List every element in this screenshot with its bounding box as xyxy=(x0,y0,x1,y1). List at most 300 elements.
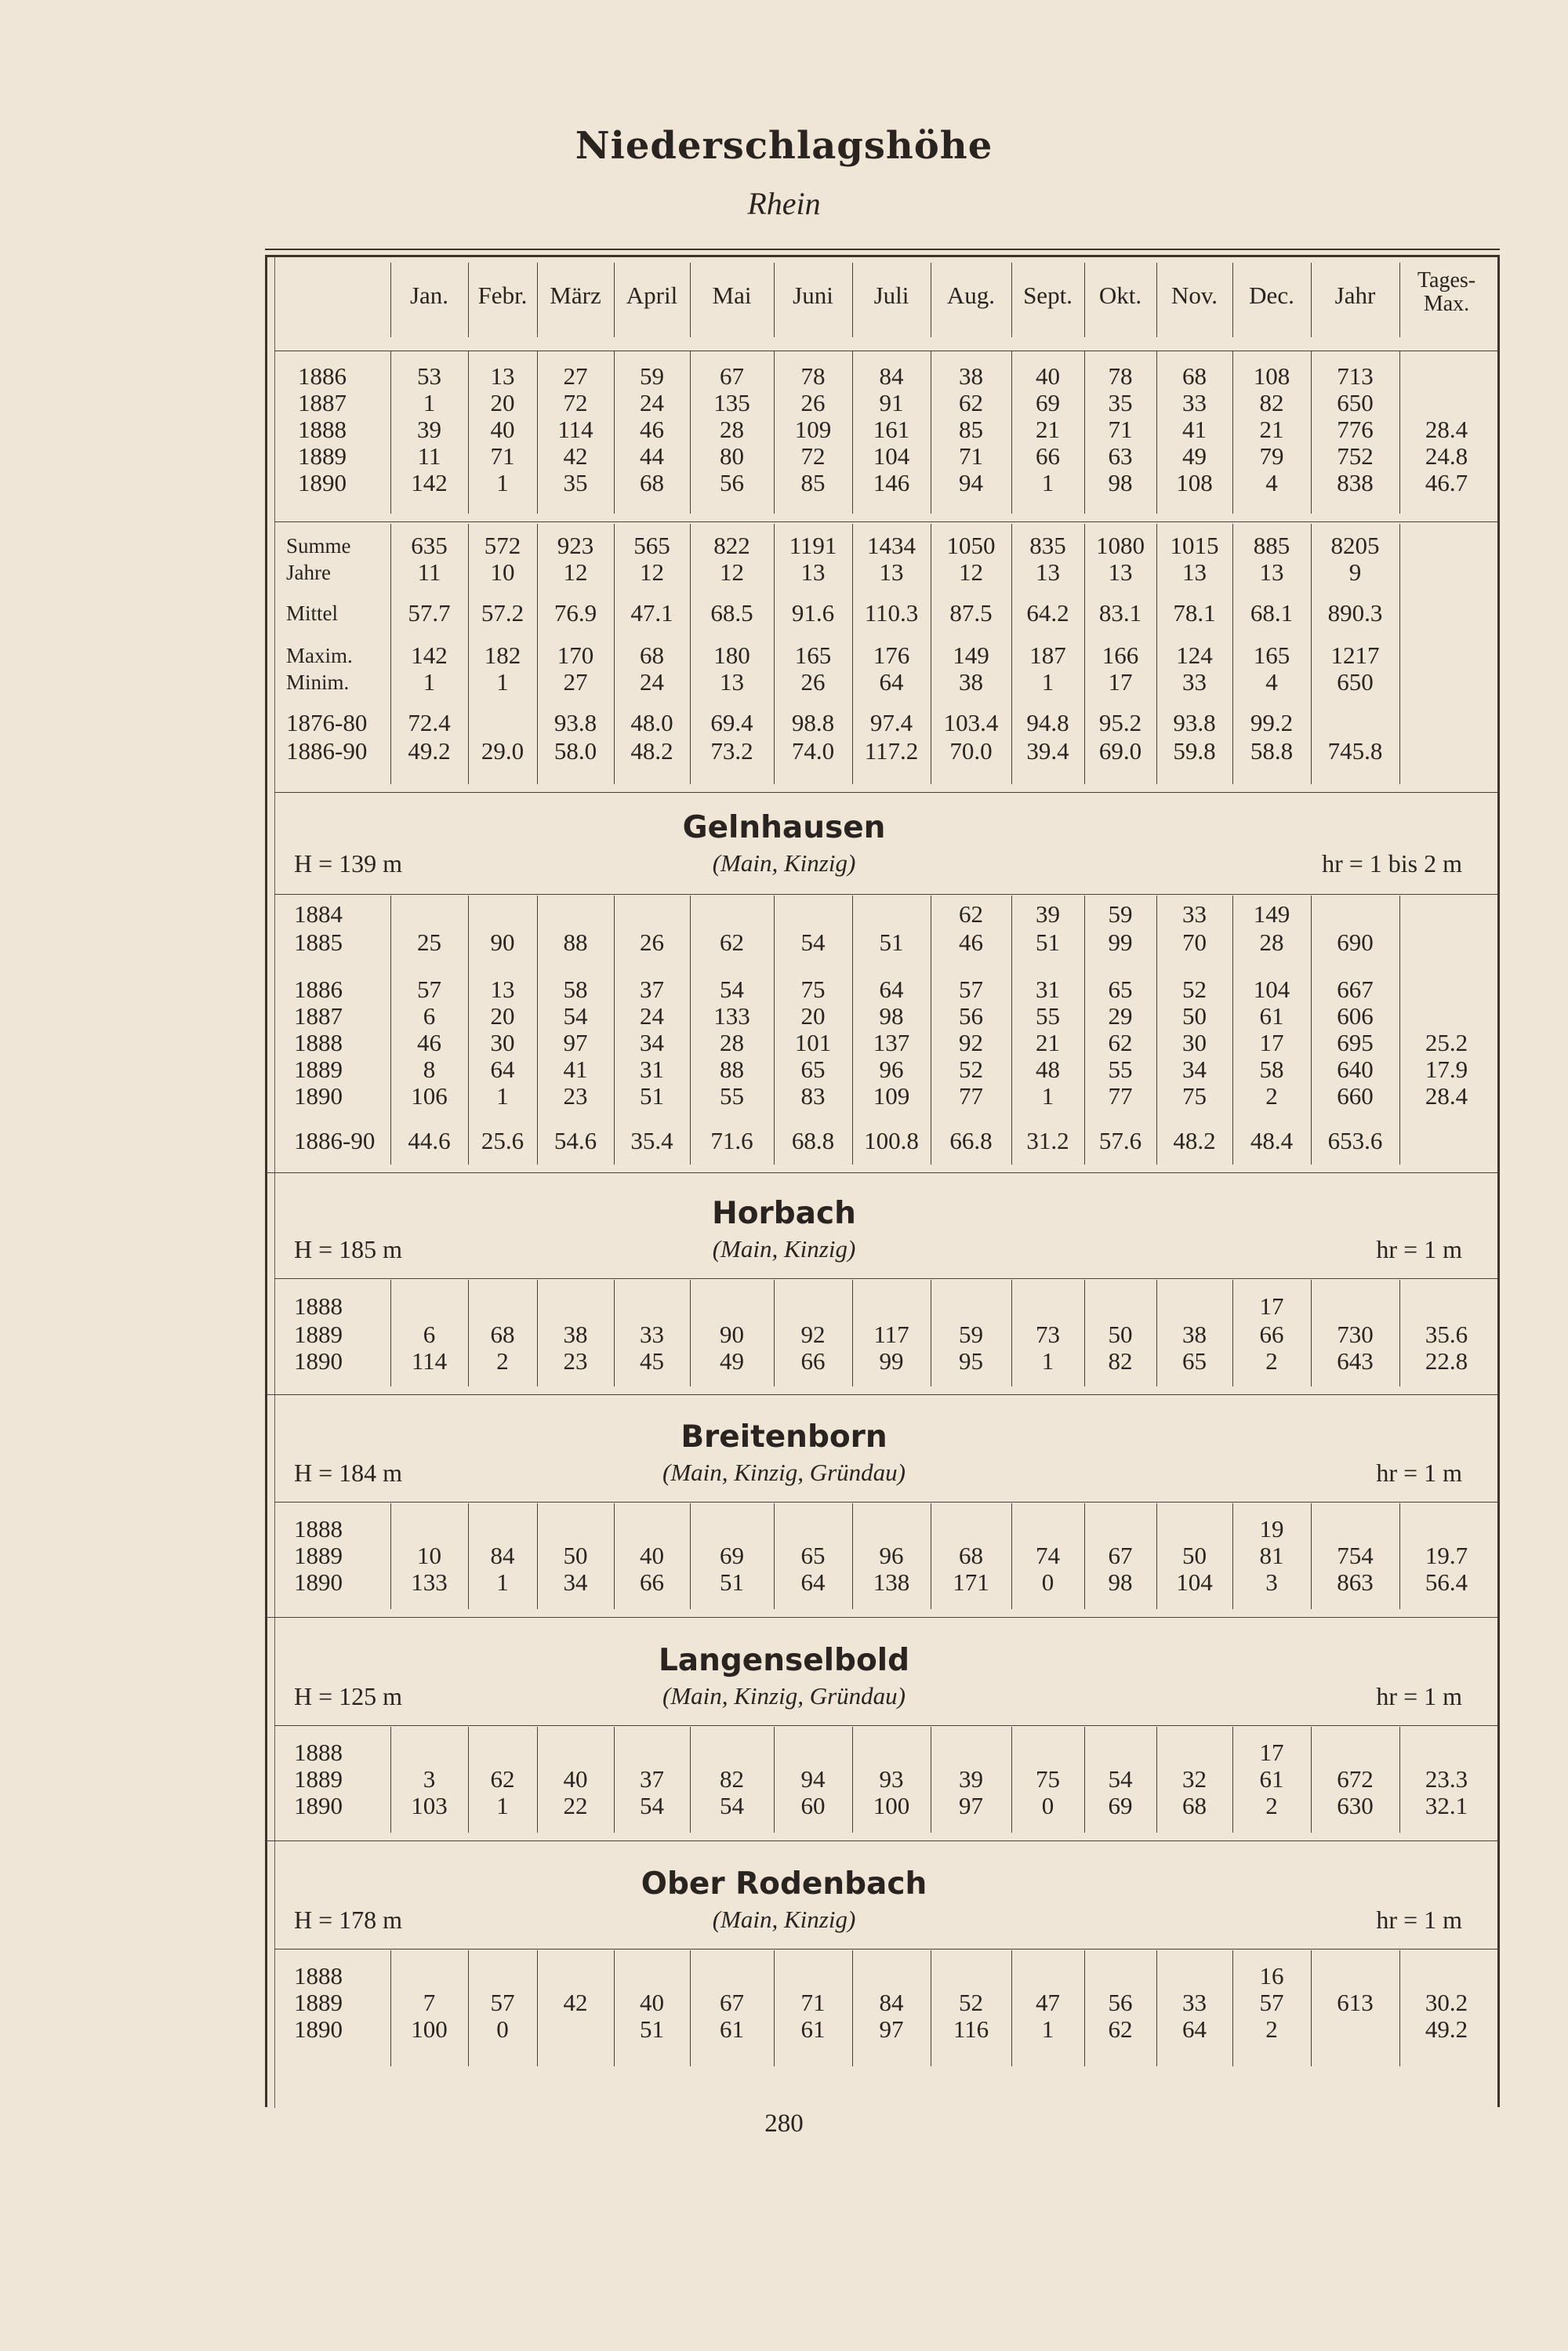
station-row-cell: 1 xyxy=(1041,2015,1054,2043)
year-row-cell: 72 xyxy=(563,389,588,416)
station-river: (Main, Kinzig) xyxy=(712,1906,856,1933)
station-row-cell: 90 xyxy=(490,928,515,956)
stat-row-cell: 78.1 xyxy=(1173,599,1216,627)
stat-row-cell: 57.2 xyxy=(481,599,524,627)
station-row-cell: 101 xyxy=(794,1029,832,1056)
column-rule xyxy=(1399,1950,1400,2066)
column-header: April xyxy=(626,282,678,309)
stat-row-cell: 890.3 xyxy=(1327,599,1383,627)
column-rule xyxy=(1156,1280,1157,1386)
year-row-cell: 91 xyxy=(879,389,904,416)
station-row-cell: 8 xyxy=(423,1056,436,1083)
column-rule xyxy=(1011,263,1012,337)
column-rule xyxy=(614,896,615,1165)
station-row-cell: 52 xyxy=(1182,976,1207,1003)
stat-row-cell: 74.0 xyxy=(791,737,835,765)
stat-row-cell: 17 xyxy=(1108,668,1133,696)
column-header: Okt. xyxy=(1098,282,1142,309)
station-row-cell: 69 xyxy=(1108,1792,1133,1819)
column-rule xyxy=(690,896,691,1165)
column-rule xyxy=(1011,351,1012,514)
column-rule xyxy=(390,351,391,514)
year-label: 1888 xyxy=(294,1962,343,1989)
year-row-cell: 41 xyxy=(1182,416,1207,443)
column-rule xyxy=(1399,351,1400,514)
year-label: 1890 xyxy=(294,1568,343,1596)
column-rule xyxy=(537,1280,538,1386)
frame-top-rule xyxy=(265,249,1500,250)
station-row-cell: 68.8 xyxy=(791,1127,835,1154)
stat-row-cell: 13 xyxy=(1108,558,1133,586)
year-row-cell: 38 xyxy=(959,362,983,390)
station-row-cell: 62 xyxy=(720,928,744,956)
station-row-cell: 57.6 xyxy=(1098,1127,1142,1154)
station-row-cell: 25.6 xyxy=(481,1127,524,1154)
station-row-cell: 31.2 xyxy=(1026,1127,1069,1154)
stat-label: Maxim. xyxy=(286,644,353,667)
station-row-cell: 82 xyxy=(720,1765,744,1793)
station-row-cell: 88 xyxy=(563,928,588,956)
column-header: Juni xyxy=(793,282,833,309)
stat-row-cell: 68.1 xyxy=(1250,599,1294,627)
section-rule xyxy=(274,1502,1497,1503)
year-label: 1886-90 xyxy=(294,1127,376,1154)
station-hr: hr = 1 m xyxy=(1376,1459,1462,1487)
station-row-cell: 17 xyxy=(1259,1292,1284,1320)
station-hr: hr = 1 bis 2 m xyxy=(1322,849,1462,878)
station-row-cell: 33 xyxy=(1182,900,1207,928)
station-row-cell: 64 xyxy=(490,1056,515,1083)
column-rule xyxy=(537,351,538,514)
station-row-cell: 84 xyxy=(490,1542,515,1569)
column-rule xyxy=(690,263,691,337)
stat-row-cell: 4 xyxy=(1265,668,1278,696)
column-rule xyxy=(614,351,615,514)
year-row-cell: 838 xyxy=(1337,469,1374,496)
column-rule xyxy=(1011,1503,1012,1609)
section-rule xyxy=(267,1840,1497,1841)
station-row-cell: 98 xyxy=(879,1002,904,1030)
column-rule xyxy=(390,263,391,337)
column-rule xyxy=(1232,1950,1233,2066)
station-row-cell: 133 xyxy=(713,1002,750,1030)
year-row-cell: 28.4 xyxy=(1425,416,1468,443)
section-rule xyxy=(274,792,1497,793)
year-label: 1888 xyxy=(294,1515,343,1543)
year-row-cell: 94 xyxy=(959,469,983,496)
stat-label: Mittel xyxy=(286,601,338,625)
station-row-cell: 50 xyxy=(1108,1321,1133,1348)
column-rule xyxy=(852,1280,853,1386)
column-rule xyxy=(468,263,469,337)
station-row-cell: 97 xyxy=(563,1029,588,1056)
station-row-cell: 61 xyxy=(1259,1765,1284,1793)
station-row-cell: 1 xyxy=(496,1082,509,1110)
station-row-cell: 51 xyxy=(640,2015,664,2043)
column-rule xyxy=(852,1727,853,1833)
station-row-cell: 61 xyxy=(800,2015,826,2043)
station-row-cell: 730 xyxy=(1337,1321,1374,1348)
year-row-cell: 71 xyxy=(490,442,515,470)
column-rule xyxy=(1156,263,1157,337)
station-row-cell: 96 xyxy=(879,1542,904,1569)
year-row-cell: 24 xyxy=(640,389,664,416)
station-row-cell: 137 xyxy=(873,1029,910,1056)
year-label: 1886 xyxy=(298,362,347,390)
station-row-cell: 54 xyxy=(800,928,826,956)
column-rule xyxy=(1156,351,1157,514)
section-rule xyxy=(267,1394,1497,1395)
page-number: 280 xyxy=(764,2109,804,2138)
station-row-cell: 97 xyxy=(959,1792,983,1819)
year-row-cell: 66 xyxy=(1036,442,1060,470)
station-row-cell: 99 xyxy=(879,1347,904,1375)
column-rule xyxy=(614,263,615,337)
station-row-cell: 2 xyxy=(496,1347,509,1375)
station-row-cell: 81 xyxy=(1259,1542,1284,1569)
column-rule xyxy=(1311,1280,1312,1386)
year-label: 1884 xyxy=(294,900,343,928)
year-row-cell: 13 xyxy=(490,362,515,390)
column-rule xyxy=(1399,896,1400,1165)
station-row-cell: 2 xyxy=(1265,1082,1278,1110)
year-row-cell: 68 xyxy=(640,469,664,496)
column-rule xyxy=(1399,263,1400,337)
column-rule xyxy=(774,351,775,514)
station-row-cell: 69 xyxy=(720,1542,744,1569)
station-row-cell: 75 xyxy=(1182,1082,1207,1110)
column-rule xyxy=(774,524,775,784)
station-hr: hr = 1 m xyxy=(1376,1235,1462,1263)
column-rule xyxy=(774,1727,775,1833)
year-row-cell: 27 xyxy=(563,362,588,390)
column-header: Jahr xyxy=(1334,282,1376,309)
station-name: Horbach xyxy=(712,1196,856,1231)
station-row-cell: 54 xyxy=(1108,1765,1133,1793)
column-rule xyxy=(1156,1950,1157,2066)
station-row-cell: 34 xyxy=(563,1568,588,1596)
station-row-cell: 59 xyxy=(1108,900,1133,928)
station-row-cell: 28.4 xyxy=(1425,1082,1468,1110)
column-rule xyxy=(1232,263,1233,337)
column-rule xyxy=(690,1727,691,1833)
station-row-cell: 25.2 xyxy=(1425,1029,1468,1056)
station-row-cell: 52 xyxy=(959,1989,983,2016)
column-rule xyxy=(537,524,538,784)
stat-row-cell: 83.1 xyxy=(1098,599,1142,627)
column-rule xyxy=(1232,896,1233,1165)
stat-row-cell: 149 xyxy=(953,641,989,669)
stat-row-cell: 58.8 xyxy=(1250,737,1294,765)
station-row-cell: 149 xyxy=(1253,900,1290,928)
station-row-cell: 67 xyxy=(1108,1542,1133,1569)
station-row-cell: 54 xyxy=(640,1792,664,1819)
column-rule xyxy=(1011,1727,1012,1833)
station-row-cell: 17 xyxy=(1259,1739,1284,1766)
station-row-cell: 65 xyxy=(1182,1347,1207,1375)
station-row-cell: 667 xyxy=(1337,976,1374,1003)
column-rule xyxy=(614,1950,615,2066)
year-row-cell: 82 xyxy=(1259,389,1284,416)
column-rule xyxy=(614,1280,615,1386)
station-row-cell: 77 xyxy=(1108,1082,1133,1110)
station-height: H = 184 m xyxy=(294,1459,403,1487)
station-row-cell: 863 xyxy=(1337,1568,1374,1596)
column-rule xyxy=(614,524,615,784)
stat-label: Summe xyxy=(286,534,351,558)
station-row-cell: 82 xyxy=(1108,1347,1133,1375)
station-row-cell: 26 xyxy=(640,928,664,956)
column-rule xyxy=(1311,524,1312,784)
station-row-cell: 75 xyxy=(1036,1765,1060,1793)
station-row-cell: 2 xyxy=(1265,1792,1278,1819)
year-label: 1890 xyxy=(294,2015,343,2043)
stat-row-cell: 103.4 xyxy=(943,709,999,736)
column-rule xyxy=(390,1950,391,2066)
stat-row-cell: 94.8 xyxy=(1026,709,1069,736)
station-row-cell: 59 xyxy=(959,1321,983,1348)
station-row-cell: 56 xyxy=(959,1002,983,1030)
column-rule xyxy=(1084,263,1085,337)
year-row-cell: 78 xyxy=(1108,362,1133,390)
station-row-cell: 606 xyxy=(1337,1002,1374,1030)
station-row-cell: 33 xyxy=(1182,1989,1207,2016)
stat-row-cell: 73.2 xyxy=(710,737,753,765)
stat-row-cell: 182 xyxy=(484,641,521,669)
stat-row-cell: 170 xyxy=(557,641,594,669)
station-row-cell: 17.9 xyxy=(1425,1056,1468,1083)
stat-row-cell: 64.2 xyxy=(1026,599,1069,627)
station-row-cell: 97 xyxy=(879,2015,904,2043)
station-row-cell: 57 xyxy=(1259,1989,1284,2016)
year-row-cell: 71 xyxy=(959,442,983,470)
year-row-cell: 80 xyxy=(720,442,744,470)
column-rule xyxy=(537,1727,538,1833)
year-row-cell: 40 xyxy=(1036,362,1060,390)
station-row-cell: 94 xyxy=(800,1765,826,1793)
column-rule xyxy=(774,896,775,1165)
column-header: Nov. xyxy=(1171,282,1218,309)
year-label: 1887 xyxy=(298,389,347,416)
column-rule xyxy=(1011,524,1012,784)
column-rule xyxy=(852,1950,853,2066)
station-row-cell: 54 xyxy=(720,976,744,1003)
year-row-cell: 98 xyxy=(1108,469,1133,496)
station-row-cell: 7 xyxy=(423,1989,436,2016)
column-rule xyxy=(1311,351,1312,514)
section-rule xyxy=(274,894,1497,895)
column-rule xyxy=(1232,1503,1233,1609)
year-row-cell: 1 xyxy=(1041,469,1054,496)
column-header: Aug. xyxy=(946,282,996,309)
column-rule xyxy=(1156,896,1157,1165)
stat-row-cell: 165 xyxy=(1253,641,1290,669)
station-row-cell: 66 xyxy=(800,1347,826,1375)
year-row-cell: 62 xyxy=(959,389,983,416)
station-row-cell: 71 xyxy=(800,1989,826,2016)
station-row-cell: 54 xyxy=(720,1792,744,1819)
stat-row-cell: 1 xyxy=(496,668,509,696)
station-row-cell: 57 xyxy=(959,976,983,1003)
year-row-cell: 161 xyxy=(873,416,910,443)
stat-row-cell: 38 xyxy=(959,668,983,696)
station-row-cell: 22.8 xyxy=(1425,1347,1468,1375)
station-row-cell: 138 xyxy=(873,1568,910,1596)
column-rule xyxy=(1232,524,1233,784)
stat-row-cell: 745.8 xyxy=(1327,737,1383,765)
station-row-cell: 77 xyxy=(959,1082,983,1110)
year-label: 1885 xyxy=(294,928,343,956)
column-rule xyxy=(390,524,391,784)
station-row-cell: 70 xyxy=(1182,928,1207,956)
year-row-cell: 35 xyxy=(1108,389,1133,416)
station-row-cell: 20 xyxy=(490,1002,515,1030)
stat-row-cell: 58.0 xyxy=(554,737,597,765)
station-row-cell: 1 xyxy=(496,1568,509,1596)
station-row-cell: 62 xyxy=(1108,1029,1133,1056)
station-row-cell: 57 xyxy=(417,976,441,1003)
year-label: 1890 xyxy=(298,469,347,496)
stat-row-cell: 97.4 xyxy=(869,709,913,736)
year-row-cell: 650 xyxy=(1337,389,1374,416)
station-row-cell: 643 xyxy=(1337,1347,1374,1375)
station-row-cell: 96 xyxy=(879,1056,904,1083)
stat-row-cell: 822 xyxy=(713,532,750,559)
page-title: Niederschlagshöhe xyxy=(575,124,993,168)
station-row-cell: 55 xyxy=(1036,1002,1060,1030)
station-row-cell: 51 xyxy=(640,1082,664,1110)
station-name: Gelnhausen xyxy=(682,810,886,845)
station-row-cell: 23 xyxy=(563,1347,588,1375)
column-rule xyxy=(1084,1950,1085,2066)
year-row-cell: 24.8 xyxy=(1425,442,1468,470)
year-row-cell: 21 xyxy=(1259,416,1284,443)
column-header: Jan. xyxy=(409,282,449,309)
column-rule xyxy=(1011,1950,1012,2066)
station-row-cell: 56 xyxy=(1108,1989,1133,2016)
station-row-cell: 66 xyxy=(640,1568,664,1596)
stat-label: Minim. xyxy=(286,670,350,694)
column-rule xyxy=(537,263,538,337)
stat-row-cell: 1434 xyxy=(867,532,916,559)
year-label: 1889 xyxy=(294,1056,343,1083)
year-label: 1889 xyxy=(298,442,347,470)
column-rule xyxy=(1084,524,1085,784)
stat-row-cell: 13 xyxy=(1259,558,1284,586)
column-rule xyxy=(1311,896,1312,1165)
column-rule xyxy=(537,1503,538,1609)
column-rule xyxy=(614,1727,615,1833)
station-row-cell: 64 xyxy=(1182,2015,1207,2043)
year-row-cell: 713 xyxy=(1337,362,1374,390)
station-row-cell: 46 xyxy=(959,928,983,956)
stat-row-cell: 176 xyxy=(873,641,910,669)
column-rule xyxy=(1311,1503,1312,1609)
station-row-cell: 25 xyxy=(417,928,441,956)
station-row-cell: 31 xyxy=(640,1056,664,1083)
station-row-cell: 6 xyxy=(423,1002,436,1030)
station-row-cell: 66 xyxy=(1259,1321,1284,1348)
stat-row-cell: 165 xyxy=(794,641,832,669)
year-row-cell: 46 xyxy=(640,416,664,443)
station-row-cell: 17 xyxy=(1259,1029,1284,1056)
station-row-cell: 64 xyxy=(879,976,904,1003)
column-rule xyxy=(1084,351,1085,514)
station-row-cell: 116 xyxy=(953,2015,989,2043)
station-row-cell: 65 xyxy=(800,1056,826,1083)
year-row-cell: 33 xyxy=(1182,389,1207,416)
column-rule xyxy=(774,263,775,337)
station-row-cell: 52 xyxy=(959,1056,983,1083)
station-row-cell: 1 xyxy=(1041,1082,1054,1110)
station-row-cell: 30 xyxy=(1182,1029,1207,1056)
station-row-cell: 114 xyxy=(411,1347,448,1375)
year-row-cell: 59 xyxy=(640,362,664,390)
year-row-cell: 85 xyxy=(800,469,826,496)
column-rule xyxy=(537,896,538,1165)
column-rule xyxy=(390,1503,391,1609)
column-rule xyxy=(1311,1950,1312,2066)
stat-row-cell: 72.4 xyxy=(408,709,451,736)
station-row-cell: 62 xyxy=(959,900,983,928)
year-row-cell: 85 xyxy=(959,416,983,443)
year-row-cell: 40 xyxy=(490,416,515,443)
station-row-cell: 690 xyxy=(1337,928,1374,956)
station-row-cell: 57 xyxy=(490,1989,515,2016)
stat-label: 1886-90 xyxy=(286,737,368,765)
station-row-cell: 99 xyxy=(1108,928,1133,956)
year-row-cell: 72 xyxy=(800,442,826,470)
stat-row-cell: 33 xyxy=(1182,668,1207,696)
station-row-cell: 90 xyxy=(720,1321,744,1348)
column-rule xyxy=(1399,1280,1400,1386)
stat-row-cell: 48.0 xyxy=(630,709,673,736)
station-row-cell: 71.6 xyxy=(710,1127,753,1154)
year-row-cell: 4 xyxy=(1265,469,1278,496)
column-rule xyxy=(614,1503,615,1609)
station-row-cell: 30 xyxy=(490,1029,515,1056)
year-label: 1889 xyxy=(294,1989,343,2016)
stat-row-cell: 110.3 xyxy=(864,599,919,627)
station-row-cell: 0 xyxy=(1041,1792,1054,1819)
stat-row-cell: 93.8 xyxy=(554,709,597,736)
stat-row-cell: 93.8 xyxy=(1173,709,1216,736)
year-row-cell: 71 xyxy=(1108,416,1133,443)
station-row-cell: 630 xyxy=(1337,1792,1374,1819)
year-row-cell: 21 xyxy=(1036,416,1060,443)
station-row-cell: 50 xyxy=(1182,1542,1207,1569)
station-row-cell: 16 xyxy=(1259,1962,1284,1989)
stat-row-cell: 1050 xyxy=(946,532,996,559)
year-row-cell: 35 xyxy=(563,469,588,496)
year-row-cell: 11 xyxy=(417,442,441,470)
station-row-cell: 1 xyxy=(1041,1347,1054,1375)
year-row-cell: 108 xyxy=(1253,362,1290,390)
column-rule xyxy=(1232,351,1233,514)
station-row-cell: 104 xyxy=(1176,1568,1213,1596)
stat-row-cell: 68 xyxy=(640,641,664,669)
column-rule xyxy=(690,1950,691,2066)
year-row-cell: 53 xyxy=(417,362,441,390)
stat-row-cell: 87.5 xyxy=(949,599,993,627)
column-rule xyxy=(1011,896,1012,1165)
station-row-cell: 3 xyxy=(1265,1568,1278,1596)
year-label: 1888 xyxy=(294,1292,343,1320)
station-row-cell: 64 xyxy=(800,1568,826,1596)
column-rule xyxy=(1232,1280,1233,1386)
stat-row-cell: 95.2 xyxy=(1098,709,1142,736)
station-row-cell: 103 xyxy=(411,1792,448,1819)
